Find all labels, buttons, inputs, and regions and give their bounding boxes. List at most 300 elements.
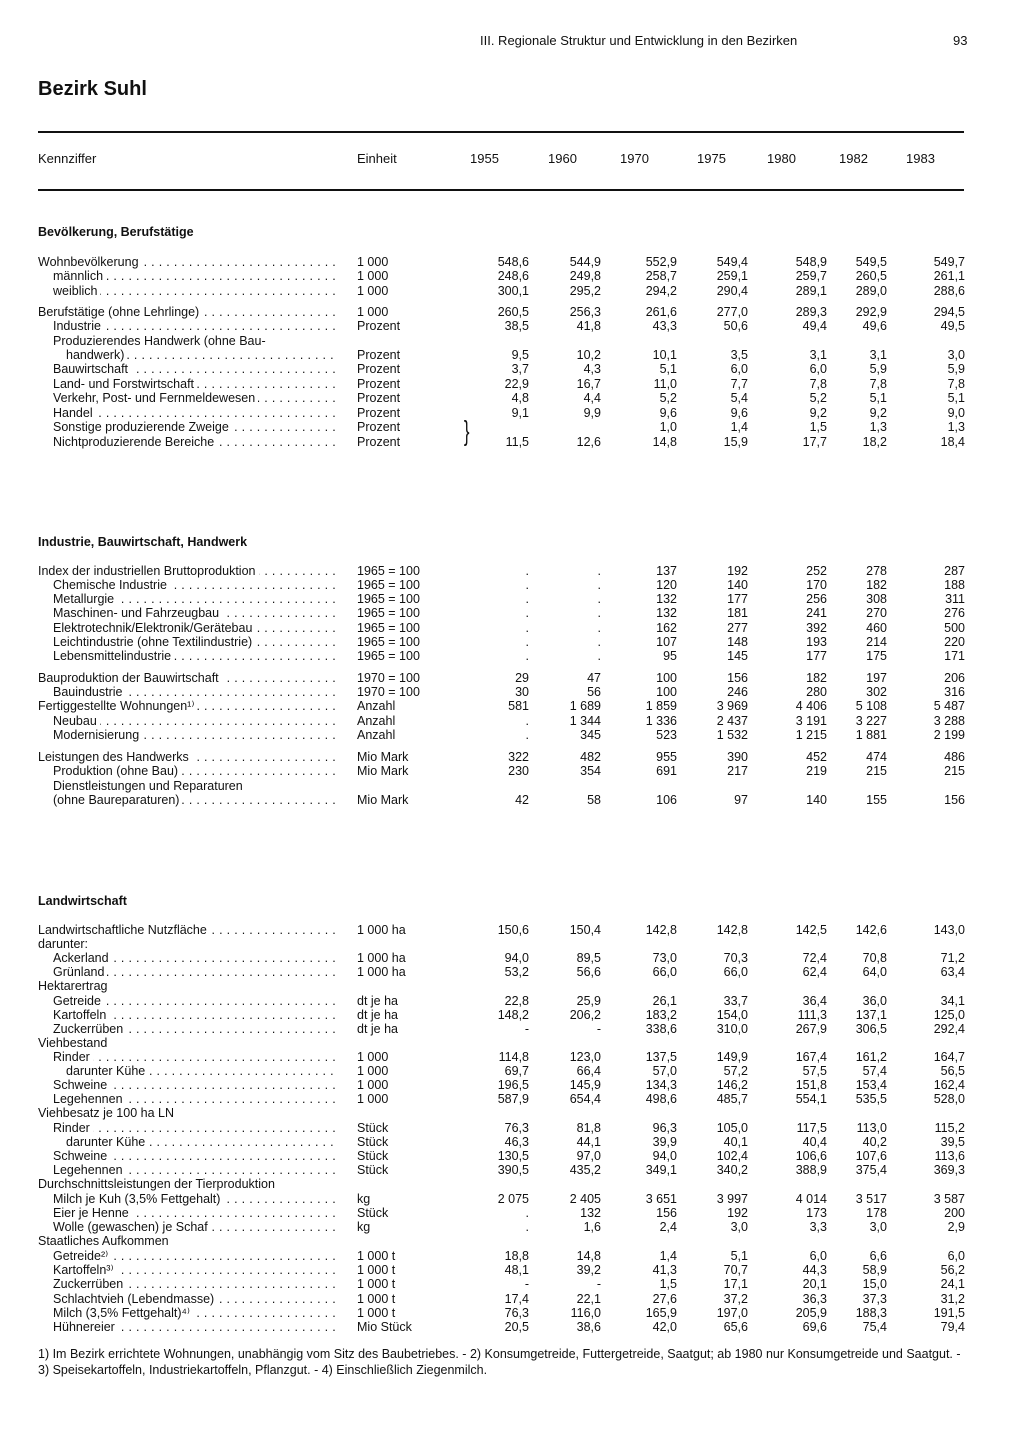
cell-value: 46,3 (504, 1135, 529, 1149)
table-row (0, 1263, 1024, 1278)
section-title: Bevölkerung, Berufstätige (38, 225, 194, 239)
table-row (0, 1022, 1024, 1037)
cell-value: 76,3 (504, 1121, 529, 1135)
cell-value: 500 (944, 621, 965, 635)
cell-value: 3 227 (855, 714, 887, 728)
cell-value: 7,8 (869, 377, 887, 391)
row-label (38, 750, 338, 764)
cell-value: 3,1 (809, 348, 827, 362)
cell-value: . (597, 649, 601, 663)
cell-value: 1,4 (659, 1249, 677, 1263)
cell-value: 246 (727, 685, 748, 699)
row-unit: 1 000 t (357, 1277, 396, 1291)
row-label (53, 1192, 338, 1206)
cell-value: 22,8 (504, 994, 529, 1008)
cell-value: 435,2 (569, 1163, 601, 1177)
row-label (53, 1320, 338, 1334)
cell-value: 248,6 (497, 269, 529, 283)
cell-value: 22,9 (504, 377, 529, 391)
cell-value: 322 (508, 750, 529, 764)
cell-value: 95 (663, 649, 677, 663)
cell-value: . (525, 606, 529, 620)
row-unit: 1 000 (357, 305, 389, 319)
cell-value: 300,1 (497, 284, 529, 298)
cell-value: 1,3 (869, 420, 887, 434)
cell-value: 150,4 (569, 923, 601, 937)
row-label-text: Zuckerrüben (53, 1277, 126, 1291)
cell-value: 30 (515, 685, 529, 699)
cell-value: 125,0 (933, 1008, 965, 1022)
cell-value: 42 (515, 793, 529, 807)
table-row (0, 334, 1024, 349)
cell-value: 259,1 (716, 269, 748, 283)
cell-value: 544,9 (569, 255, 601, 269)
cell-value: 15,9 (723, 435, 748, 449)
cell-value: 277 (727, 621, 748, 635)
cell-value: 37,3 (862, 1292, 887, 1306)
cell-value: 58,9 (862, 1263, 887, 1277)
cell-value: 39,9 (652, 1135, 677, 1149)
row-label (38, 1177, 338, 1191)
row-unit: 1 000 (357, 1092, 389, 1106)
row-label-text: Getreide²⁾ (53, 1249, 111, 1263)
row-unit: Prozent (357, 420, 401, 434)
cell-value: 11,5 (505, 435, 529, 449)
cell-value: 294,5 (933, 305, 965, 319)
row-label (53, 435, 338, 449)
cell-value: 20,1 (802, 1277, 827, 1291)
footnote: 1) Im Bezirk errichtete Wohnungen, unabhängig vom Sitz des Baubetriebes. - 2) Konsumgetreide, Futtergetreide, Saatgut; ab 1980 nur Konsumgetreide und Saatgut. - 3) Speisekartoffeln, Industriekartoffeln, Pflanzgut. - 4) Einschließlich Ziegenmilch. (38, 1347, 961, 1377)
table-row (0, 793, 1024, 808)
cell-value: 278 (866, 564, 887, 578)
cell-value: 39,5 (940, 1135, 965, 1149)
row-label-text: Eier je Henne (53, 1206, 132, 1220)
table-row (0, 1121, 1024, 1136)
table-row (0, 649, 1024, 664)
cell-value: 316 (944, 685, 965, 699)
cell-value: 43,3 (652, 319, 677, 333)
cell-value: 2 405 (569, 1192, 601, 1206)
row-label (53, 319, 338, 333)
cell-value: 310,0 (716, 1022, 748, 1036)
row-label (53, 779, 338, 793)
cell-value: 6,6 (869, 1249, 887, 1263)
cell-value: 182 (866, 578, 887, 592)
row-unit: Prozent (357, 391, 401, 405)
cell-value: 1,6 (583, 1220, 601, 1234)
cell-value: 5 487 (933, 699, 965, 713)
cell-value: 137 (656, 564, 677, 578)
cell-value: 549,4 (716, 255, 748, 269)
cell-value: 173 (806, 1206, 827, 1220)
cell-value: 142,6 (855, 923, 887, 937)
row-label-text: Rinder (53, 1050, 93, 1064)
cell-value: 267,9 (795, 1022, 827, 1036)
cell-value: . (597, 564, 601, 578)
row-label-text: Leichtindustrie (ohne Textilindustrie) (53, 635, 255, 649)
row-label (53, 764, 338, 778)
cell-value: 1 215 (795, 728, 827, 742)
row-label-text: Produktion (ohne Bau) (53, 764, 181, 778)
row-label (53, 592, 338, 606)
cell-value: 155 (866, 793, 887, 807)
cell-value: 148,2 (497, 1008, 529, 1022)
cell-value: 345 (580, 728, 601, 742)
cell-value: 145 (727, 649, 748, 663)
cell-value: 9,6 (659, 406, 677, 420)
cell-value: 149,9 (716, 1050, 748, 1064)
cell-value: . (525, 728, 529, 742)
cell-value: 22,1 (576, 1292, 601, 1306)
cell-value: 70,8 (862, 951, 887, 965)
cell-value: 215 (944, 764, 965, 778)
cell-value: 256 (806, 592, 827, 606)
cell-value: - (524, 1022, 529, 1036)
row-label (53, 1078, 338, 1092)
row-label (53, 1050, 338, 1064)
cell-value: 6,0 (809, 1249, 827, 1263)
cell-value: 294,2 (645, 284, 677, 298)
cell-value: 3 191 (795, 714, 827, 728)
cell-value: 97,0 (576, 1149, 601, 1163)
row-label-text: Zuckerrüben (53, 1022, 126, 1036)
row-label-text: Kartoffeln (53, 1008, 109, 1022)
cell-value: 9,2 (809, 406, 827, 420)
cell-value: 188 (944, 578, 965, 592)
row-label-text: Modernisierung (53, 728, 142, 742)
cell-value: 292,9 (855, 305, 887, 319)
cell-value: 18,8 (504, 1249, 529, 1263)
row-label (53, 1220, 338, 1234)
cell-value: 142,8 (645, 923, 677, 937)
cell-value: 241 (806, 606, 827, 620)
row-label-text: Bauindustrie (53, 685, 126, 699)
cell-value: 6,0 (947, 1249, 965, 1263)
column-header-label: Kennziffer (38, 151, 97, 166)
cell-value: 154,0 (716, 1008, 748, 1022)
row-label (53, 578, 338, 592)
row-label-text: Industrie (53, 319, 104, 333)
cell-value: 100 (656, 671, 677, 685)
table-row (0, 671, 1024, 686)
cell-value: 9,1 (511, 406, 529, 420)
row-label (53, 714, 338, 728)
table-row (0, 1064, 1024, 1079)
cell-value: 349,1 (645, 1163, 677, 1177)
row-label-text: Schweine (53, 1149, 110, 1163)
row-unit: Anzahl (357, 699, 396, 713)
cell-value: 70,7 (723, 1263, 748, 1277)
cell-value: 1,5 (659, 1277, 677, 1291)
row-label-text: Rinder (53, 1121, 93, 1135)
table-row (0, 923, 1024, 938)
cell-value: 214 (866, 635, 887, 649)
cell-value: 460 (866, 621, 887, 635)
cell-value: 215 (866, 764, 887, 778)
cell-value: 654,4 (569, 1092, 601, 1106)
cell-value: 69,7 (504, 1064, 529, 1078)
cell-value: 107,6 (855, 1149, 887, 1163)
cell-value: 142,8 (716, 923, 748, 937)
cell-value: 549,5 (855, 255, 887, 269)
cell-value: 151,8 (795, 1078, 827, 1092)
row-unit: Anzahl (357, 714, 396, 728)
cell-value: 63,4 (940, 965, 965, 979)
table-row (0, 1078, 1024, 1093)
table-row (0, 951, 1024, 966)
cell-value: 5,1 (730, 1249, 748, 1263)
row-unit: 1 000 t (357, 1306, 396, 1320)
cell-value: . (525, 714, 529, 728)
cell-value: 143,0 (933, 923, 965, 937)
cell-value: 6,0 (809, 362, 827, 376)
row-unit: Prozent (357, 435, 401, 449)
cell-value: 2 199 (933, 728, 965, 742)
cell-value: 206,2 (569, 1008, 601, 1022)
section-title: Landwirtschaft (38, 894, 127, 908)
cell-value: 548,6 (497, 255, 529, 269)
cell-value: 29 (515, 671, 529, 685)
cell-value: 66,0 (723, 965, 748, 979)
cell-value: 485,7 (716, 1092, 748, 1106)
cell-value: 183,2 (645, 1008, 677, 1022)
cell-value: 220 (944, 635, 965, 649)
row-label-text: Lebensmittelindustrie (53, 649, 174, 663)
cell-value: 5,9 (947, 362, 965, 376)
row-label-text: männlich (53, 269, 106, 283)
cell-value: 2,9 (947, 1220, 965, 1234)
row-label-text: Sonstige produzierende Zweige (53, 420, 232, 434)
table-row (0, 714, 1024, 729)
row-unit: Prozent (357, 362, 401, 376)
row-label (38, 564, 338, 578)
row-label-text: Legehennen (53, 1163, 126, 1177)
row-label (53, 1249, 338, 1263)
cell-value: 165,9 (645, 1306, 677, 1320)
row-unit: Stück (357, 1163, 389, 1177)
cell-value: 14,8 (576, 1249, 601, 1263)
cell-value: 117,5 (796, 1121, 827, 1135)
row-label (53, 1206, 338, 1220)
row-label-text: Legehennen (53, 1092, 126, 1106)
row-unit: 1965 = 100 (357, 621, 420, 635)
cell-value: 40,1 (723, 1135, 748, 1149)
cell-value: 79,4 (940, 1320, 965, 1334)
cell-value: 1 859 (645, 699, 677, 713)
cell-value: 691 (656, 764, 677, 778)
cell-value: 338,6 (645, 1022, 677, 1036)
cell-value: 9,6 (730, 406, 748, 420)
cell-value: 42,0 (652, 1320, 677, 1334)
row-label-text: Landwirtschaftliche Nutzfläche (38, 923, 210, 937)
cell-value: 107 (656, 635, 677, 649)
cell-value: 482 (580, 750, 601, 764)
cell-value: 153,4 (855, 1078, 887, 1092)
row-unit: 1965 = 100 (357, 606, 420, 620)
row-label-text: Schlachtvieh (Lebendmasse) (53, 1292, 217, 1306)
cell-value: 3,7 (511, 362, 529, 376)
column-header-year: 1955 (470, 151, 499, 166)
row-label-text: Durchschnittsleistungen der Tierproduktion (38, 1177, 278, 1191)
cell-value: . (597, 578, 601, 592)
table-row (0, 728, 1024, 743)
cell-value: 3,0 (947, 348, 965, 362)
table-row (0, 255, 1024, 270)
cell-value: 48,1 (504, 1263, 529, 1277)
cell-value: 161,2 (855, 1050, 887, 1064)
cell-value: 140 (806, 793, 827, 807)
cell-value: 145,9 (569, 1078, 601, 1092)
cell-value: 44,1 (576, 1135, 601, 1149)
row-label-text: weiblich (53, 284, 100, 298)
cell-value: . (525, 621, 529, 635)
cell-value: 64,0 (862, 965, 887, 979)
column-header-year: 1970 (620, 151, 649, 166)
cell-value: 260,5 (855, 269, 887, 283)
cell-value: 188,3 (855, 1306, 887, 1320)
row-label (66, 348, 338, 362)
cell-value: 270 (866, 606, 887, 620)
row-unit: Stück (357, 1206, 389, 1220)
table-row (0, 305, 1024, 320)
cell-value: 1,4 (730, 420, 748, 434)
cell-value: 53,2 (504, 965, 529, 979)
row-unit: 1970 = 100 (357, 685, 420, 699)
row-label-text: Hektarertrag (38, 979, 110, 993)
cell-value: 156 (944, 793, 965, 807)
row-unit: 1 000 (357, 269, 389, 283)
cell-value: 9,9 (583, 406, 601, 420)
cell-value: 955 (656, 750, 677, 764)
cell-value: 369,3 (933, 1163, 965, 1177)
row-label-text: handwerk) (66, 348, 127, 362)
cell-value: 552,9 (645, 255, 677, 269)
table-row (0, 391, 1024, 406)
table-row (0, 348, 1024, 363)
cell-value: 66,0 (652, 965, 677, 979)
table-row (0, 994, 1024, 1009)
cell-value: . (597, 635, 601, 649)
row-unit: 1 000 ha (357, 951, 406, 965)
cell-value: 5,1 (659, 362, 677, 376)
cell-value: 162 (656, 621, 677, 635)
row-label-text: Elektrotechnik/Elektronik/Gerätebau (53, 621, 255, 635)
cell-value: 69,6 (802, 1320, 827, 1334)
row-label-text: Land- und Forstwirtschaft (53, 377, 197, 391)
row-label-text: Leistungen des Handwerks (38, 750, 192, 764)
cell-value: 261,1 (933, 269, 965, 283)
cell-value: 5,1 (947, 391, 965, 405)
cell-value: 192 (727, 1206, 748, 1220)
cell-value: 292,4 (933, 1022, 965, 1036)
row-label (53, 334, 338, 348)
cell-value: 31,2 (940, 1292, 965, 1306)
table-row (0, 699, 1024, 714)
table-row (0, 779, 1024, 794)
cell-value: 249,8 (569, 269, 601, 283)
row-label (38, 671, 338, 685)
cell-value: 178 (866, 1206, 887, 1220)
cell-value: 260,5 (497, 305, 529, 319)
cell-value: 106,6 (795, 1149, 827, 1163)
cell-value: 12,6 (576, 435, 601, 449)
cell-value: 26,1 (652, 994, 677, 1008)
cell-value: 474 (866, 750, 887, 764)
cell-value: 115,2 (934, 1121, 965, 1135)
row-label (53, 1092, 338, 1106)
row-label (53, 1022, 338, 1036)
cell-value: 308 (866, 592, 887, 606)
table-row (0, 1050, 1024, 1065)
cell-value: 50,6 (723, 319, 748, 333)
row-label-text: Produzierendes Handwerk (ohne Bau- (53, 334, 269, 348)
cell-value: 113,6 (934, 1149, 965, 1163)
cell-value: 18,4 (940, 435, 965, 449)
row-label (53, 649, 338, 663)
table-row (0, 269, 1024, 284)
row-unit: Stück (357, 1121, 389, 1135)
cell-value: 259,7 (795, 269, 827, 283)
cell-value: 205,9 (795, 1306, 827, 1320)
cell-value: 44,3 (802, 1263, 827, 1277)
table-row (0, 1206, 1024, 1221)
cell-value: 289,3 (795, 305, 827, 319)
cell-value: 150,6 (497, 923, 529, 937)
cell-value: . (525, 1220, 529, 1234)
cell-value: . (525, 649, 529, 663)
cell-value: 230 (508, 764, 529, 778)
row-label-text: Dienstleistungen und Reparaturen (53, 779, 246, 793)
row-label-text: Ackerland (53, 951, 112, 965)
row-unit: Mio Stück (357, 1320, 412, 1334)
cell-value: 94,0 (652, 1149, 677, 1163)
cell-value: 10,2 (576, 348, 601, 362)
cell-value: 41,3 (652, 1263, 677, 1277)
cell-value: 148 (727, 635, 748, 649)
cell-value: - (524, 1277, 529, 1291)
table-row (0, 621, 1024, 636)
cell-value: 548,9 (795, 255, 827, 269)
top-rule (38, 131, 964, 133)
cell-value: 123,0 (569, 1050, 601, 1064)
row-unit: 1 000 (357, 1078, 389, 1092)
cell-value: 40,2 (862, 1135, 887, 1149)
table-row (0, 764, 1024, 779)
table-row (0, 750, 1024, 765)
cell-value: 280 (806, 685, 827, 699)
row-label-text: Fertiggestellte Wohnungen¹⁾ (38, 699, 197, 713)
row-label-text: darunter Kühe (66, 1135, 148, 1149)
cell-value: 49,4 (802, 319, 827, 333)
row-label (53, 1277, 338, 1291)
cell-value: 49,5 (940, 319, 965, 333)
cell-value: 1,3 (947, 420, 965, 434)
row-label (53, 377, 338, 391)
cell-value: 47 (587, 671, 601, 685)
cell-value: 57,5 (802, 1064, 827, 1078)
cell-value: 18,2 (862, 435, 887, 449)
cell-value: 49,6 (862, 319, 887, 333)
cell-value: 5 108 (855, 699, 887, 713)
cell-value: 17,4 (504, 1292, 529, 1306)
table-row (0, 592, 1024, 607)
cell-value: 200 (944, 1206, 965, 1220)
cell-value: 70,3 (723, 951, 748, 965)
cell-value: 1 881 (855, 728, 887, 742)
row-label-text: Nichtproduzierende Bereiche (53, 435, 217, 449)
section-title: Industrie, Bauwirtschaft, Handwerk (38, 535, 248, 549)
cell-value: 58 (587, 793, 601, 807)
